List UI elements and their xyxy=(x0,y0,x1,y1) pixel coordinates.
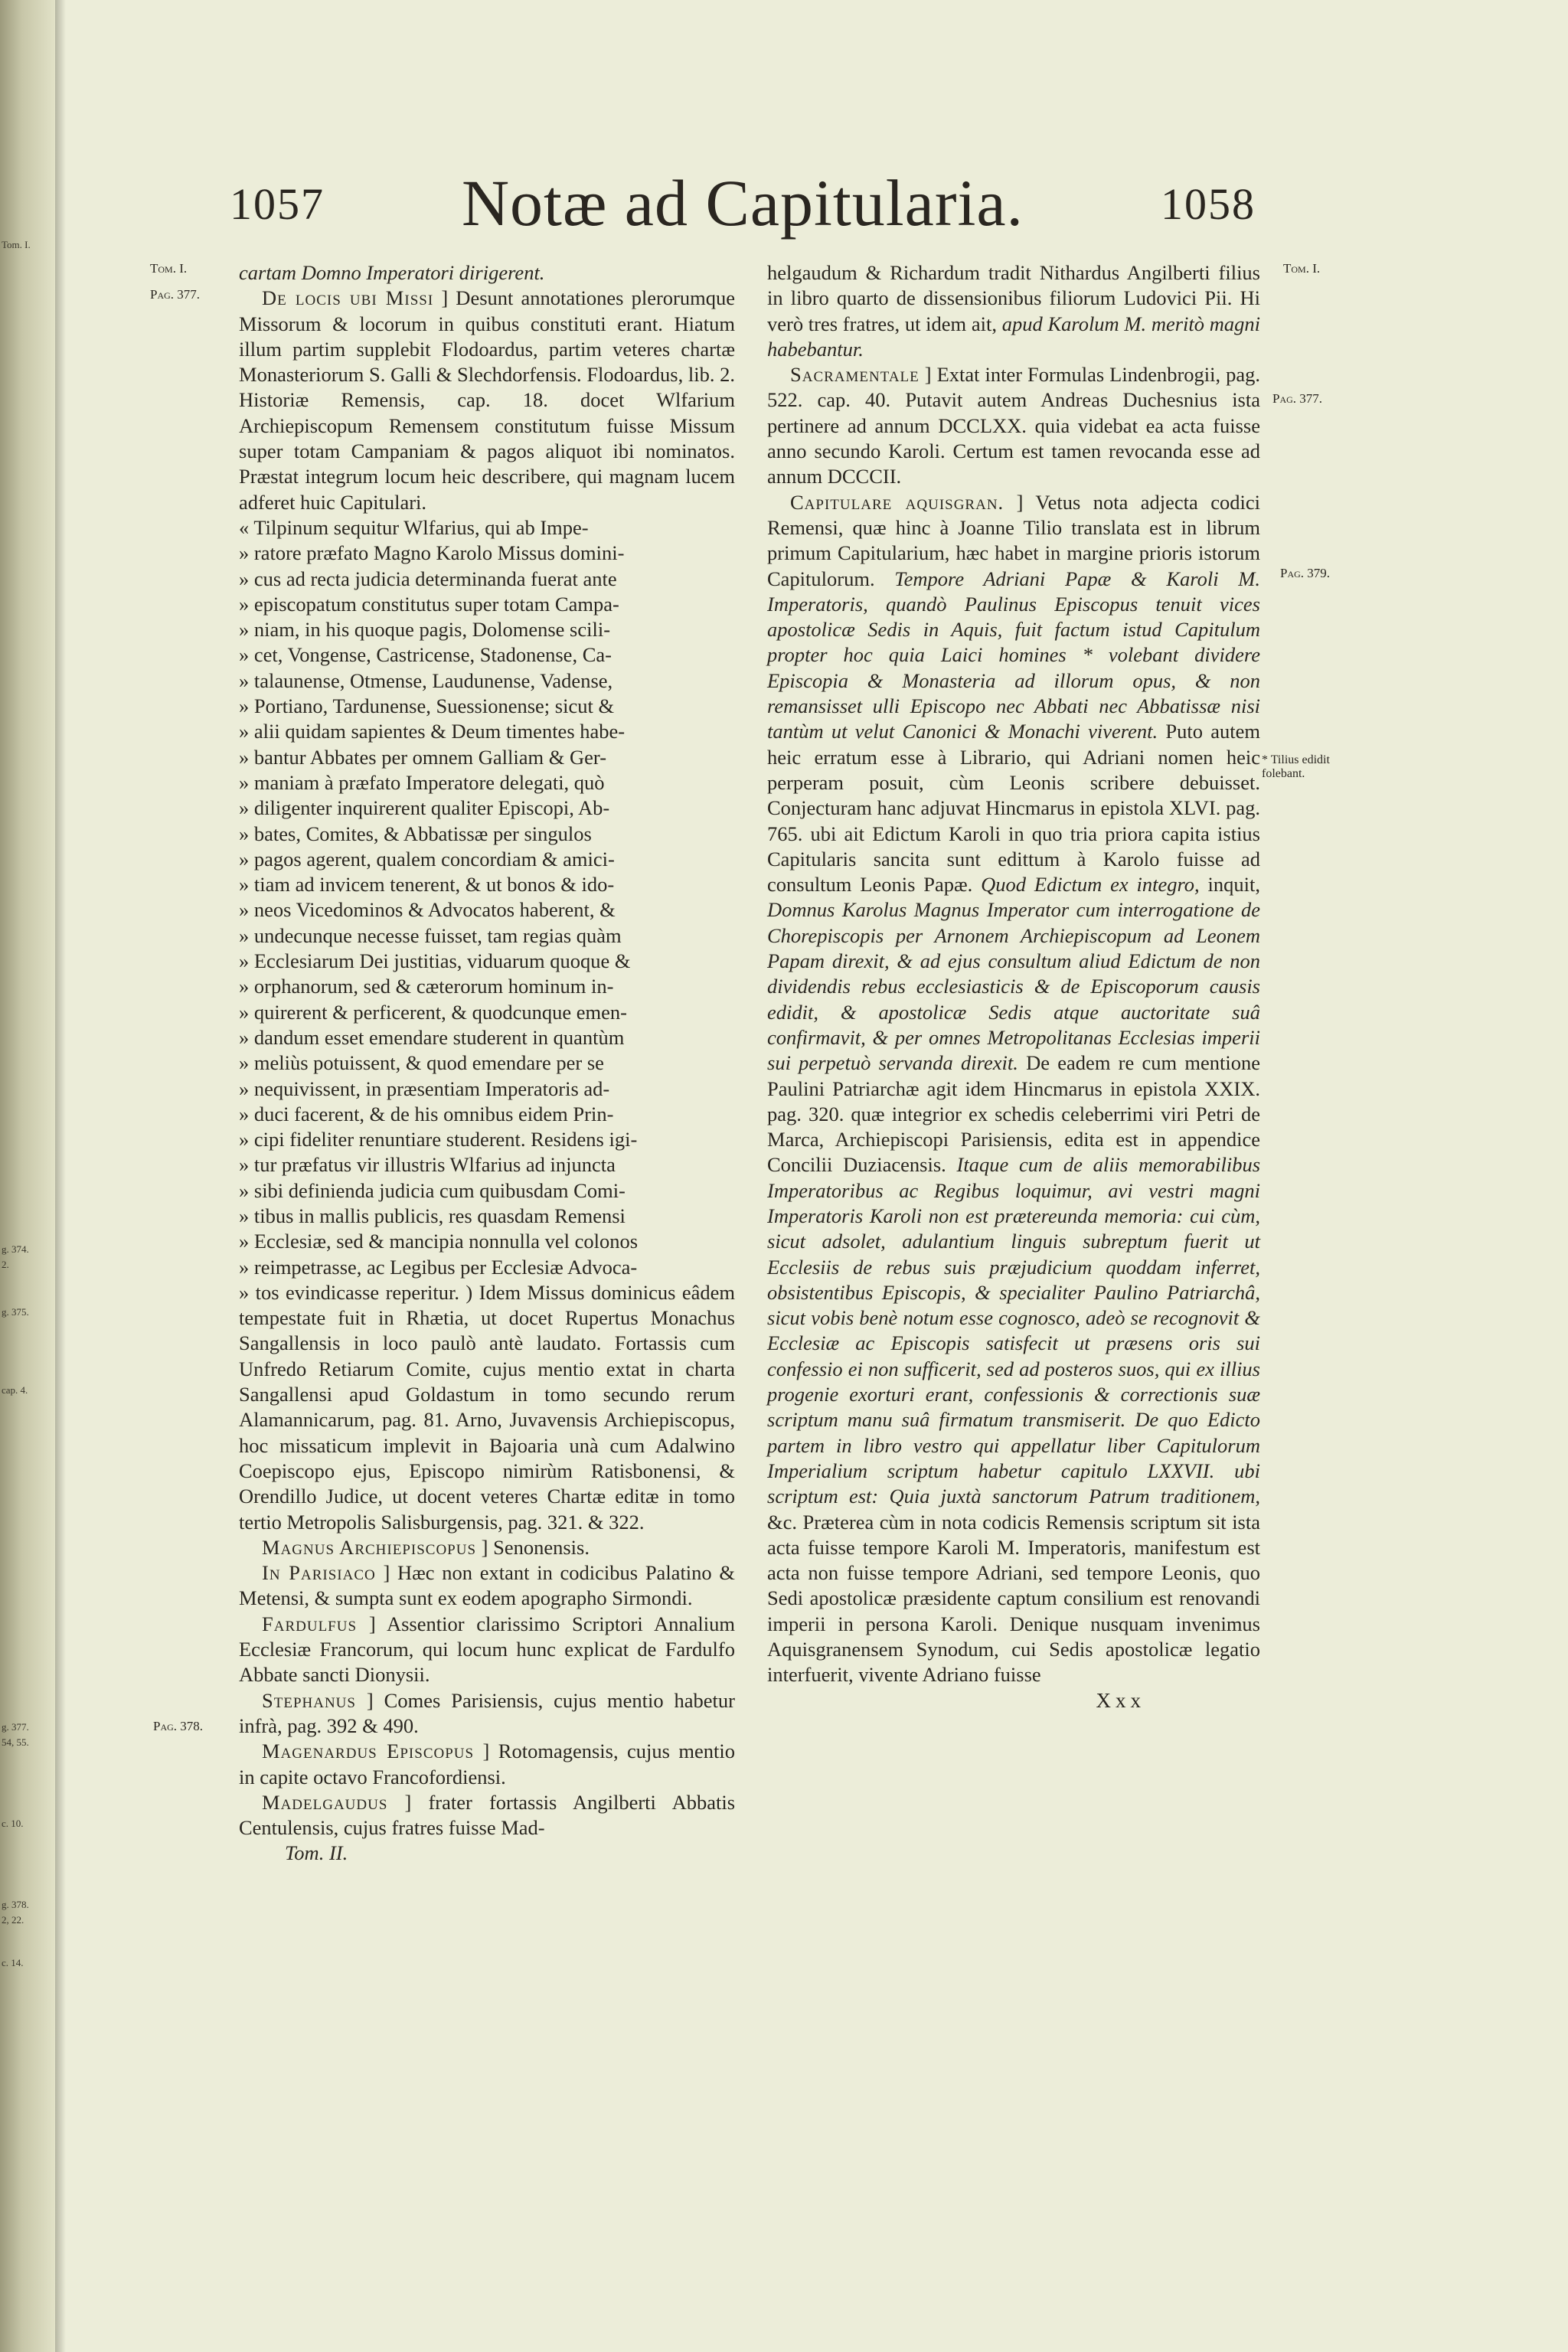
spine-shadow xyxy=(55,0,66,2352)
quote-line: » alii quidam sapientes & Deum timentes habe- xyxy=(239,720,626,743)
spine-note: 2. xyxy=(2,1259,9,1270)
spine-note: g. 374. xyxy=(2,1243,29,1255)
right-column xyxy=(767,260,1260,1713)
quote-line: » nequivissent, in præsentiam Imperatoris ad- xyxy=(239,1076,610,1100)
paragraph-italic: Quod Edictum ex integro, xyxy=(981,873,1200,897)
paragraph xyxy=(239,286,735,515)
paragraph xyxy=(239,1612,735,1688)
paragraph-text: ] Senonensis. xyxy=(481,1535,590,1559)
quote-line: » bates, Comites, & Abbatissæ per singulos xyxy=(239,822,592,845)
margin-page-ref: Pag. 377. xyxy=(1272,391,1323,406)
paragraph xyxy=(239,1790,735,1841)
quote-line: » tur præfatus vir illustris Wlfarius ad injuncta xyxy=(239,1153,616,1177)
quote-line: » Portiano, Tardunense, Suessionense; sicut & xyxy=(239,694,615,718)
paragraph xyxy=(767,490,1260,1688)
paragraph-text: ] Extat inter Formulas Lindenbrogii, pag. 522. cap. 40. Putavit autem Andreas Duchesnius ista pertinere ad annum DCCLXX. quia videbat ea acta fuisse anno secundo Karoli. Certum est tamen revocanda esse ad annum DCCCII. xyxy=(767,363,1261,488)
paragraph-text: helgaudum & Richardum tradit Nithardus Angilberti filius in libro quarto de dissensionibus filiorum Ludovici Pii. Hi verò tres fratres, ut idem ait, xyxy=(767,261,1260,335)
quote-line: » orphanorum, sed & cæterorum hominum in- xyxy=(239,975,614,998)
quotation xyxy=(239,515,735,1535)
signature-mark: Xxx xyxy=(1096,1688,1145,1712)
paragraph-text: ) Idem Missus dominicus eâdem tempestate fuit in Rhætia, ut docet Rupertus Monachus Sangallensis in loco paulò antè laudato. Fortassis cum Unfredo Retiarum Comite, cujus mentio extat in charta Sangallensi apud Goldastum in tomo secundo rerum Alamannicarum, pag. 81. Arno, Juvavensis Archiepiscopus, hoc missaticum implevit in Bajoaria unà cum Adalwino Coepiscopo ejus, Episcopo nimirùm Ratisbonensi, & Orendillo Judice, ut docent veteres Chartæ editæ in tomo tertio Metropolis Salisburgensis, pag. 321. & 322. xyxy=(239,1280,736,1534)
lemma: Madelgaudus xyxy=(262,1790,388,1814)
lemma: De locis ubi Missi xyxy=(262,286,434,310)
spine-note: cap. 4. xyxy=(2,1384,28,1396)
quote-line xyxy=(239,1280,735,1535)
spine-note: g. 378. xyxy=(2,1899,29,1910)
lemma: Fardulfus xyxy=(262,1612,358,1635)
margin-page-ref: Pag. 377. xyxy=(150,287,201,302)
spine-note: c. 10. xyxy=(2,1818,24,1829)
paragraph xyxy=(767,362,1260,489)
running-header xyxy=(230,165,1256,249)
paragraph xyxy=(239,1560,735,1612)
lemma: In Parisiaco xyxy=(262,1561,376,1585)
text-line: cartam Domno Imperatori dirigerent. xyxy=(239,261,545,284)
quote-line: » pagos agerent, qualem concordiam & amici- xyxy=(239,847,615,871)
quote-line: » diligenter inquirerent qualiter Episcopi, Ab- xyxy=(239,796,610,820)
quote-end: » tos evindicasse reperitur. xyxy=(239,1280,459,1304)
spine-note: g. 375. xyxy=(2,1306,29,1318)
paragraph-italic: Tempore Adriani Papæ & Karoli M. Imperatoris, quandò Paulinus Episcopus tenuit vices apostolicæ Sedis in Aquis, fuit factum istud Capitulum propter hoc quia Laici homines * volebant dividere Episcopia & Monasteria ad illorum opus, & non remansisset ulli Episcopo nec Abbati nec Abbatissæ nisi tantùm ut velut Canonici & Monachi viverent. xyxy=(767,567,1260,743)
spine-note: g. 377. xyxy=(2,1721,29,1733)
quote-line: » Ecclesiarum Dei justitias, viduarum quoque & xyxy=(239,949,631,973)
paragraph-text: ] Hæc non extant in codicibus Palatino & Metensi, & sumpta sunt ex eodem apographo Sirmondi. xyxy=(239,1561,735,1610)
quote-line: » cus ad recta judicia determinanda fuerat ante xyxy=(239,567,617,590)
page-title: Notæ ad Capitularia. xyxy=(461,166,1024,240)
quote-line: « Tilpinum sequitur Wlfarius, qui ab Impe- xyxy=(239,515,589,539)
paragraph-text: ] Assentior clarissimo Scriptori Annalium Ecclesiæ Francorum, qui locum hunc explicat de Fardulfo Abbate sancti Dionysii. xyxy=(239,1612,735,1687)
quote-line: » talaunense, Otmense, Laudunense, Vadense, xyxy=(239,668,613,692)
margin-tom-left: Tom. I. xyxy=(150,261,188,276)
paragraph-italic: Domnus Karolus Magnus Imperator cum interrogatione de Chorepiscopis per Arnonem Archiepiscopum ad Leonem Papam direxit, & ad ejus consultum aliud Edictum de non dividendis rebus ecclesiasticis & de Episcoporum causis edidit, & apostolicæ Sedis atque auctoritate suâ confirmavit, & per omnes Metropolitanas Ecclesias imperii sui perpetuò servanda direxit. xyxy=(767,898,1260,1075)
quote-line: » Ecclesiæ, sed & mancipia nonnulla vel colonos xyxy=(239,1230,639,1253)
margin-page-ref: Pag. 378. xyxy=(153,1719,204,1733)
quote-line: » sibi definienda judicia cum quibusdam Comi- xyxy=(239,1178,626,1202)
quote-line: » maniam à præfato Imperatore delegati, quò xyxy=(239,770,605,794)
paragraph-italic: Itaque cum de aliis memorabilibus Imperatoribus ac Regibus loquimur, avi vestri magni Imperatoris Karoli non est prætereunda memoria: cui cùm, sicut adsolet, adulantium linguis subreptum fuerit ut Ecclesiis de rebus suis præjudicium quoddam inferret, obsistentibus Episcopis, & specialiter Paulino Patriarchâ, sicut vobis benè notum esse cognosco, adeò se recognovit & Ecclesiæ ac Episcopis satisfecit ut præsens oris sui confessio ei non sufficerit, sed ad posteros suos, qui ex illius progenie exorturi erant, confessionis & correctionis suæ scriptum manu suâ firmatum transmiserit. De quo Edicto partem in libro vestro qui appellatur liber Capitulorum Imperialium scriptum habetur capitulo LXXVII. ubi scriptum est: Quia juxtà sanctorum Patrum traditionem, xyxy=(767,1153,1261,1508)
quote-line: » ratore præfato Magno Karolo Missus domini- xyxy=(239,541,625,565)
left-column xyxy=(239,260,735,1867)
paragraph xyxy=(767,260,1260,362)
lemma: Stephanus xyxy=(262,1688,356,1712)
paragraph-text: ] Desunt annotationes plerorumque Missorum & locorum in quibus constituti erant. Hiatum illum partim supplebit Flodoardus, partim veteres chartæ Monasteriorum S. Galli & Slechdorfensis. Flodoardus, lib. 2. Historiæ Remensis, cap. 18. docet Wlfarium Archiepiscopum Remensem constitutum fuisse Missum super totam Campaniam & pagos aliquot ibi nominatos. Præstat integrum locum heic describere, qui magnam lucem adferet huic Capitulari. xyxy=(239,286,736,514)
paragraph-text: ] Vetus nota adjecta codici Remensi, quæ hinc à Joanne Tilio translata est in librum primum Capitularium, hæc habet in margine prioris istorum Capitulorum. xyxy=(767,490,1260,590)
quote-line: » quirerent & perficerent, & quodcunque emen- xyxy=(239,1000,627,1024)
paragraph xyxy=(239,1535,735,1560)
quote-line: » niam, in his quoque pagis, Dolomense scili- xyxy=(239,618,611,642)
lemma: Sacramentale xyxy=(790,363,920,387)
quote-line: » bantur Abbates per omnem Galliam & Ger- xyxy=(239,745,607,769)
quote-line: » duci facerent, & de his omnibus eidem Prin- xyxy=(239,1102,614,1125)
margin-footnote: * Tilius edidit folebant. xyxy=(1262,753,1330,780)
book-spine xyxy=(0,0,55,2352)
paragraph xyxy=(239,1688,735,1740)
quote-line: » meliùs potuissent, & quod emendare per se xyxy=(239,1051,604,1075)
paragraph xyxy=(239,1739,735,1790)
margin-page-ref: Pag. 379. xyxy=(1280,566,1331,580)
paragraph-text: ] Comes Parisiensis, cujus mentio habetur infrà, pag. 392 & 490. xyxy=(239,1688,735,1737)
spine-note-tom: Tom. I. xyxy=(2,239,31,250)
volume-signature: Tom. II. xyxy=(285,1841,348,1865)
page-number-left: 1057 xyxy=(230,179,325,229)
paragraph-text: De eadem re cum mentione Paulini Patriarchæ agit idem Hincmarus in epistola XXIX. pag. 320. quæ integrior ex schedis celeberrimi viri Petri de Marca, Archiepiscopi Parisiensis, edita est in appendice Concilii Duziacensis. xyxy=(767,1051,1261,1177)
paragraph-text: &c. Præterea cùm in nota codicis Remensis scriptum sit ista acta fuisse tempore Karoli M. Imperatoris, manifestum est acta non fuisse tempore Adriani, sed tempore Leonis, quo Sedi apostolicæ præsidente captum consilium est renovandi imperii in persona Karoli. Denique nusquam invenimus Aquisgranensem Synodum, cui Sedis apostolicæ legatio interfuerit, vivente Adriano fuisse xyxy=(767,1510,1260,1687)
quote-line: » cipi fideliter renuntiare studerent. Residens igi- xyxy=(239,1128,638,1152)
spine-note: 2, 22. xyxy=(2,1914,24,1926)
quote-line: » episcopatum constitutus super totam Campa- xyxy=(239,592,619,616)
page-number-right: 1058 xyxy=(1161,179,1256,229)
quote-line: » dandum esset emendare studerent in quantùm xyxy=(239,1025,625,1049)
quote-line: » neos Vicedominos & Advocatos haberent, & xyxy=(239,898,616,922)
quote-line: » tibus in mallis publicis, res quasdam Remensi xyxy=(239,1204,626,1227)
quote-line: » tiam ad invicem tenerent, & ut bonos & ido- xyxy=(239,873,615,897)
margin-tom-right: Tom. I. xyxy=(1283,261,1321,276)
paragraph-text: Puto autem heic erratum esse à Librario, qui Adriani nomen heic perperam posuit, cùm Leonis scribere debuisset. Conjecturam hanc adjuvat Hincmarus in epistola XLVI. pag. 765. ubi ait Edictum Karoli in quo tria priora capita istius Capitularis sancita sunt edittum à Karolo fuisse ad consultum Leonis Papæ. xyxy=(767,720,1260,897)
quote-line: » undecunque necesse fuisset, tam regias quàm xyxy=(239,923,622,947)
lemma: Magenardus Episcopus xyxy=(262,1740,475,1763)
spine-note: c. 14. xyxy=(2,1957,24,1968)
paragraph-italic: apud Karolum M. meritò magni habebantur. xyxy=(767,312,1261,361)
lemma: Magnus Archiepiscopus xyxy=(262,1535,477,1559)
lemma: Capitulare aquisgran. xyxy=(790,490,1004,514)
quote-line: » reimpetrasse, ac Legibus per Ecclesiæ Advoca- xyxy=(239,1255,638,1279)
paragraph-text: ] frater fortassis Angilberti Abbatis Centulensis, cujus fratres fuisse Mad- xyxy=(239,1790,736,1840)
paragraph-text: ] Rotomagensis, cujus mentio in capite octavo Francofordiensi. xyxy=(239,1740,736,1788)
paragraph-text: inquit, xyxy=(1207,873,1260,897)
quote-line: » cet, Vongense, Castricense, Stadonense, Ca- xyxy=(239,643,612,667)
spine-note: 54, 55. xyxy=(2,1736,29,1748)
